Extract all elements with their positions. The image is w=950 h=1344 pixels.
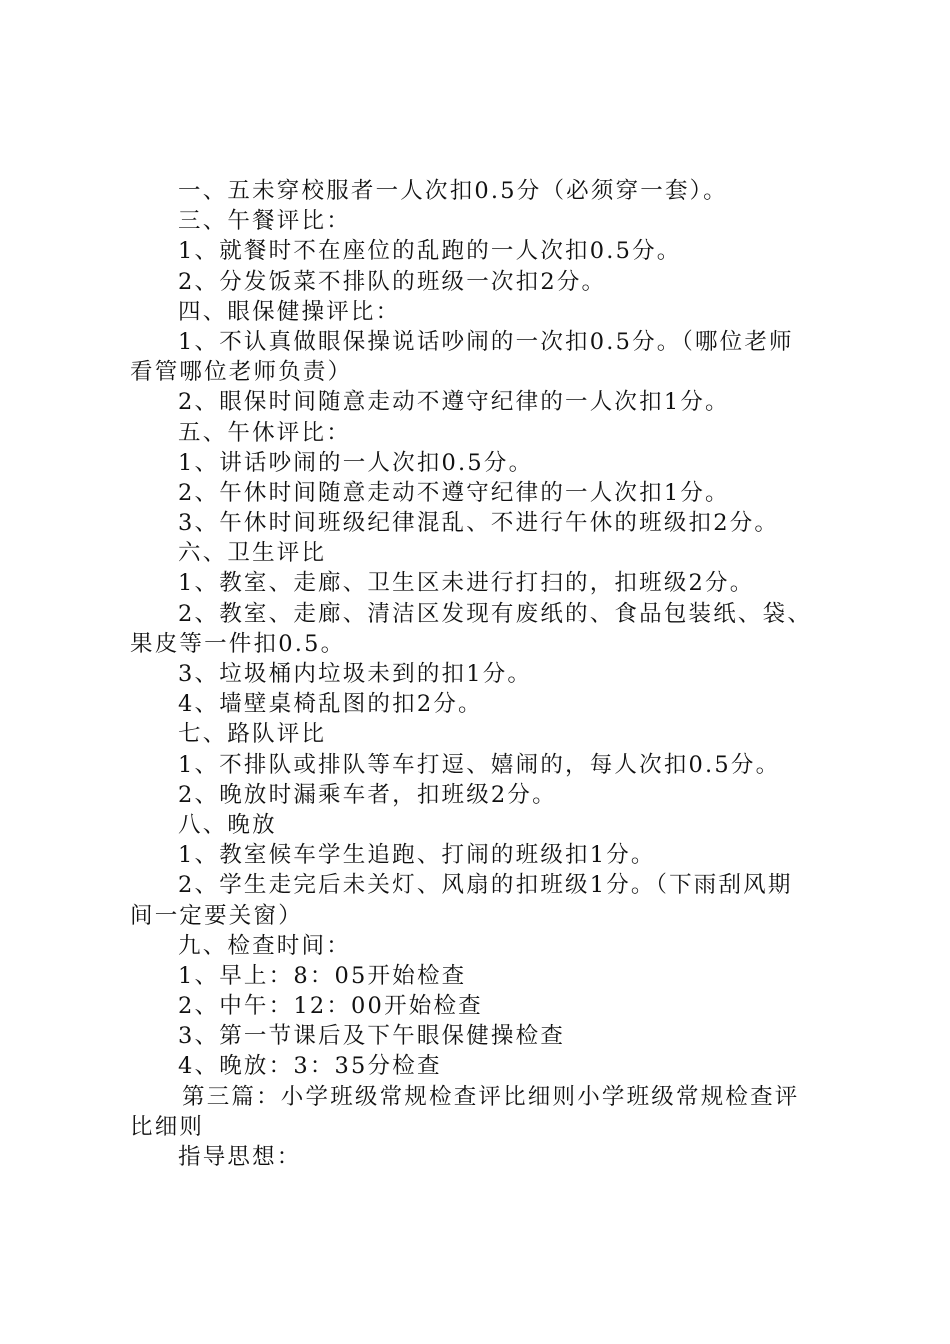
text-line: 2、晚放时漏乘车者，扣班级2分。 [178, 781, 557, 808]
text-line: 1、讲话吵闹的一人次扣0.5分。 [178, 449, 534, 476]
text-line: 1、不认真做眼保操说话吵闹的一次扣0.5分。（哪位老师 [178, 328, 794, 355]
text-line: 2、学生走完后未关灯、风扇的扣班级1分。（下雨刮风期 [178, 872, 793, 899]
text-line: 3、垃圾桶内垃圾未到的扣1分。 [178, 661, 533, 687]
section-heading-road-queue: 七、路队评比 [178, 721, 327, 748]
text-line-continuation: 间一定要关窗） [130, 902, 303, 929]
text-line: 一、五未穿校服者一人次扣0.5分（必须穿一套）。 [178, 178, 728, 204]
text-line: 3、午休时间班级纪律混乱、不进行午休的班级扣2分。 [178, 510, 780, 537]
text-line-continuation: 果皮等一件扣0.5。 [130, 630, 346, 657]
text-line: 1、就餐时不在座位的乱跑的一人次扣0.5分。 [178, 238, 682, 265]
chapter-title-continuation: 比细则 [130, 1113, 205, 1140]
text-line: 4、晚放：3：35分检查 [178, 1053, 442, 1080]
text-line: 4、墙壁桌椅乱图的扣2分。 [178, 691, 483, 718]
text-line: 2、中午：12：00开始检查 [178, 993, 483, 1020]
text-line: 1、教室候车学生追跑、打闹的班级扣1分。 [178, 842, 656, 869]
text-line: 2、分发饭菜不排队的班级一次扣2分。 [178, 268, 607, 295]
section-heading-eye-exercise: 四、眼保健操评比： [178, 298, 401, 325]
section-heading-dismissal: 八、晚放 [178, 811, 277, 838]
section-heading-lunch: 三、午餐评比： [178, 208, 351, 235]
text-line: 1、不排队或排队等车打逗、嬉闹的，每人次扣0.5分。 [178, 751, 781, 778]
text-line: 1、教室、走廊、卫生区未进行打扫的，扣班级2分。 [178, 570, 755, 597]
section-heading-nap: 五、午休评比： [178, 419, 351, 446]
text-line-continuation: 看管哪位老师负责） [130, 359, 353, 386]
text-line: 2、眼保时间随意走动不遵守纪律的一人次扣1分。 [178, 389, 730, 416]
text-line: 2、午休时间随意走动不遵守纪律的一人次扣1分。 [178, 479, 730, 506]
text-line: 3、第一节课后及下午眼保健操检查 [178, 1023, 566, 1050]
section-heading-guiding-principle: 指导思想： [178, 1144, 302, 1170]
text-line: 1、早上：8：05开始检查 [178, 962, 467, 989]
section-heading-hygiene: 六、卫生评比 [178, 540, 327, 567]
section-heading-check-time: 九、检查时间： [178, 932, 351, 959]
document-body [130, 176, 830, 1172]
chapter-title: 第三篇：小学班级常规检查评比细则小学班级常规检查评 [182, 1083, 800, 1110]
text-line: 2、教室、走廊、清洁区发现有废纸的、食品包装纸、袋、 [178, 600, 813, 627]
